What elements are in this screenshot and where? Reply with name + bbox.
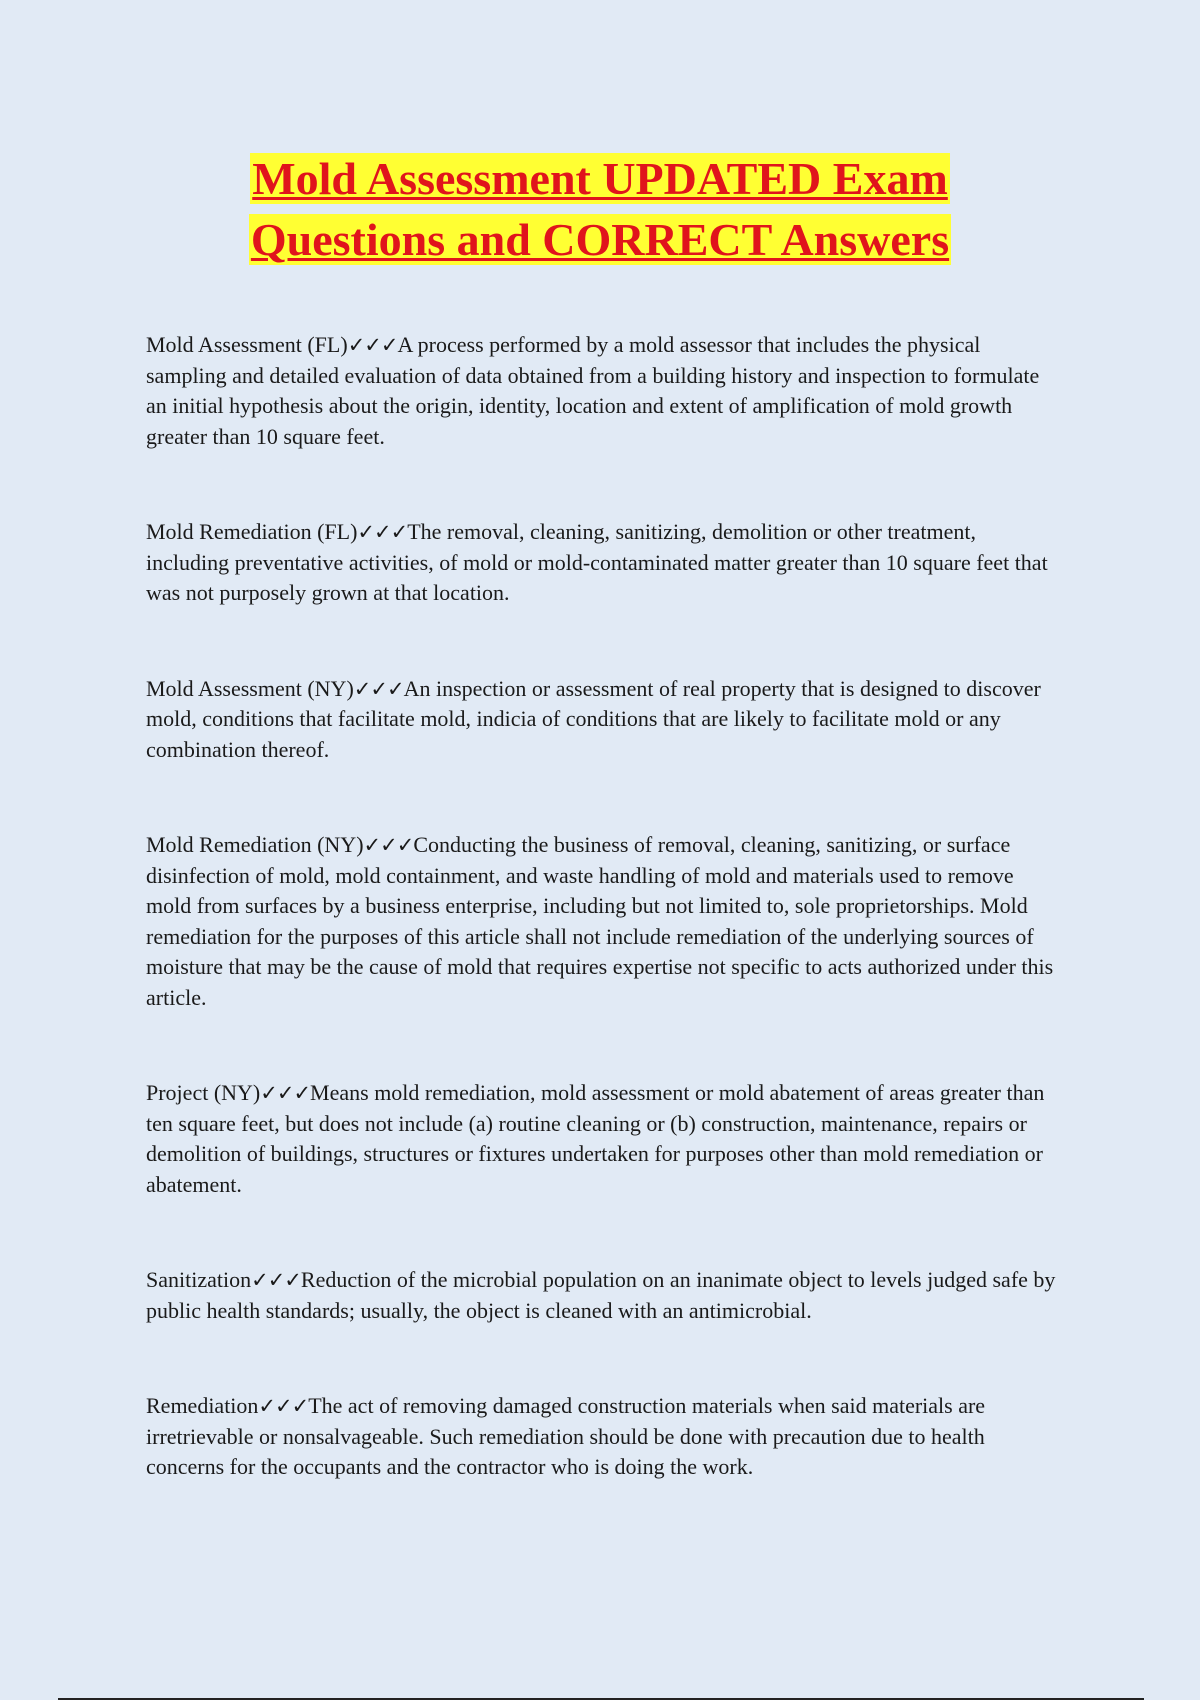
check-marks: ✓✓✓ (363, 833, 414, 857)
entry-term: Sanitization (146, 1267, 252, 1292)
entry-definition: The removal, cleaning, sanitizing, demolition or other treatment, including preventative activities, of mold or mold-contaminated matter greater than 10 square feet that was not purposely grown at that location. (146, 519, 1048, 605)
entry-term: Mold Assessment (FL) (146, 332, 348, 357)
qa-entry-sanitization (146, 1265, 1062, 1326)
qa-entry-mold-remediation-ny (146, 830, 1062, 1013)
qa-list (146, 330, 1062, 1548)
check-marks: ✓✓✓ (260, 1081, 311, 1105)
entry-definition: An inspection or assessment of real property that is designed to discover mold, conditions that facilitate mold, indicia of conditions that are likely to facilitate mold or any combination thereof. (146, 675, 1041, 762)
check-marks: ✓✓✓ (347, 333, 398, 357)
qa-entry-mold-remediation-fl (146, 517, 1062, 609)
title-line-2: Questions and CORRECT Answers (250, 214, 950, 265)
qa-entry-project-ny (146, 1078, 1062, 1200)
check-marks: ✓✓✓ (251, 1268, 301, 1292)
title-line-1: Mold Assessment UPDATED Exam (252, 153, 948, 204)
entry-definition: A process performed by a mold assessor that includes the physical sampling and detailed evaluation of data obtained from a building history and inspection to formulate an initial hypothesis about the origin, identity, location and extent of amplification of mold growth greater than 10 square feet. (146, 332, 1040, 449)
entry-term: Project (NY) (146, 1080, 261, 1105)
entry-definition: Conducting the business of removal, cleaning, sanitizing, or surface disinfection of mold, mold containment, and waste handling of mold and materials used to remove mold from surfaces by a business enterprise, including but not limited to, sole proprietorships. Mold remediation for the purposes of this article shall not include remediation of the underlying sources of moisture that may be the cause of mold that requires expertise not specific to acts authorized under this article. (146, 832, 1054, 1010)
entry-definition: Means mold remediation, mold assessment or mold abatement of areas greater than ten square feet, but does not include (a) routine cleaning or (b) construction, maintenance, repairs or demolition of buildings, structures or fixtures undertaken for purposes other than mold remediation or abatement. (146, 1080, 1045, 1197)
check-marks: ✓✓✓ (353, 676, 404, 701)
document-title (0, 148, 1200, 270)
entry-definition: Reduction of the microbial population on an inanimate object to levels judged safe by public health standards; usually, the object is cleaned with an antimicrobial. (146, 1267, 1056, 1323)
qa-entry-mold-assessment-fl (146, 330, 1062, 452)
check-marks: ✓✓✓ (357, 520, 408, 544)
entry-definition: The act of removing damaged construction materials when said materials are irretrievable or nonsalvageable. Such remediation should be done with precaution due to health concerns for the occupants and the contractor who is doing the work. (146, 1393, 986, 1479)
entry-term: Mold Assessment (NY) (146, 675, 354, 701)
qa-entry-mold-assessment-ny (146, 674, 1062, 766)
entry-term: Remediation (146, 1393, 259, 1418)
entry-term: Mold Remediation (NY) (146, 832, 364, 857)
entry-term: Mold Remediation (FL) (146, 519, 358, 544)
check-marks: ✓✓✓ (258, 1394, 309, 1418)
qa-entry-remediation (146, 1391, 1062, 1483)
